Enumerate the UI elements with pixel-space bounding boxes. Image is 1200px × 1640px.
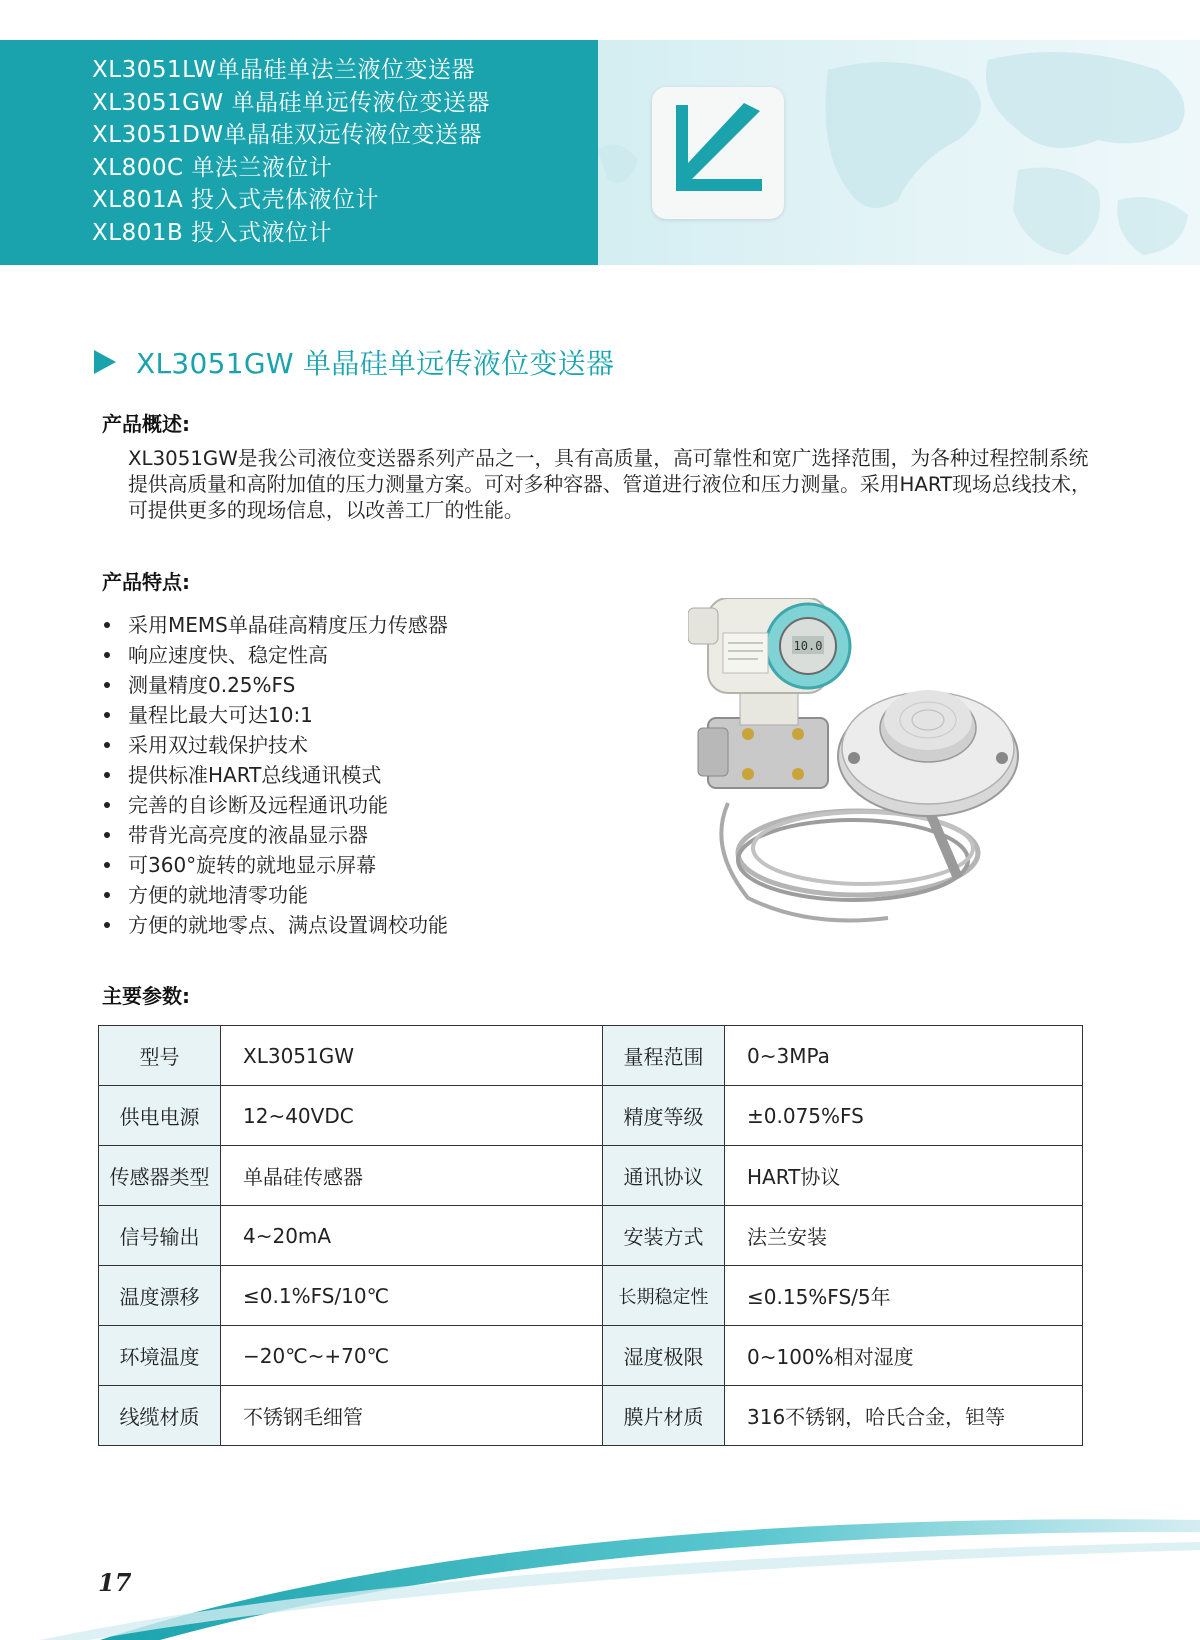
param-value: 12~40VDC <box>221 1086 603 1146</box>
feature-item: 测量精度0.25%FS <box>104 670 448 700</box>
table-row <box>99 1266 1083 1326</box>
params-table <box>98 1025 1083 1446</box>
param-label: 供电电源 <box>99 1086 221 1146</box>
feature-item: 方便的就地零点、满点设置调校功能 <box>104 910 448 940</box>
param-value: ≤0.1%FS/10℃ <box>221 1266 603 1326</box>
param-value: 法兰安装 <box>725 1206 1083 1266</box>
param-label: 通讯协议 <box>603 1146 725 1206</box>
param-label: 温度漂移 <box>99 1266 221 1326</box>
bullet-dot-icon <box>104 622 110 628</box>
bullet-dot-icon <box>104 802 110 808</box>
feature-item: 量程比最大可达10:1 <box>104 700 448 730</box>
overview-heading: 产品概述: <box>102 412 190 436</box>
param-label: 精度等级 <box>603 1086 725 1146</box>
product-series-item: XL800C 单法兰液位计 <box>92 154 333 181</box>
product-series-item: XL3051DW单晶硅双远传液位变送器 <box>92 122 483 148</box>
param-value: 0~3MPa <box>725 1026 1083 1086</box>
product-series-item: XL801B 投入式液位计 <box>92 219 333 246</box>
display-reading: 10.0 <box>793 639 823 653</box>
table-row <box>99 1326 1083 1386</box>
param-label: 信号输出 <box>99 1206 221 1266</box>
product-photo <box>688 598 1038 958</box>
param-value: 316不锈钢，哈氏合金，钽等 <box>725 1386 1083 1446</box>
param-value: XL3051GW <box>221 1026 603 1086</box>
page-number: 17 <box>98 1568 132 1597</box>
bullet-dot-icon <box>104 892 110 898</box>
param-label: 长期稳定性 <box>603 1266 725 1326</box>
company-logo <box>652 87 784 219</box>
product-series-list <box>92 54 490 249</box>
param-value: 不锈钢毛细管 <box>221 1386 603 1446</box>
params-heading: 主要参数: <box>102 984 190 1008</box>
param-value: 0~100%相对湿度 <box>725 1326 1083 1386</box>
bullet-dot-icon <box>104 772 110 778</box>
param-label: 环境温度 <box>99 1326 221 1386</box>
header-product-panel <box>0 40 598 265</box>
product-series-item: XL3051GW 单晶硅单远传液位变送器 <box>92 89 490 116</box>
bullet-dot-icon <box>104 682 110 688</box>
param-value: 单晶硅传感器 <box>221 1146 603 1206</box>
param-value: ±0.075%FS <box>725 1086 1083 1146</box>
overview-text: XL3051GW是我公司液位变送器系列产品之一，具有高质量，高可靠性和宽广选择范围，为各种过程控制系统提供高质量和高附加值的压力测量方案。可对多种容器、管道进行液位和压力测量。采用HART现场总线技术，可提供更多的现场信息，以改善工厂的性能。 <box>128 447 1091 522</box>
bullet-dot-icon <box>104 712 110 718</box>
feature-item: 响应速度快、稳定性高 <box>104 640 448 670</box>
param-value: ≤0.15%FS/5年 <box>725 1266 1083 1326</box>
section-title <box>94 342 614 382</box>
bullet-dot-icon <box>104 922 110 928</box>
bullet-dot-icon <box>104 652 110 658</box>
param-value: −20℃~+70℃ <box>221 1326 603 1386</box>
product-series-item: XL801A 投入式壳体液位计 <box>92 187 380 213</box>
feature-item: 方便的就地清零功能 <box>104 880 448 910</box>
table-row <box>99 1026 1083 1086</box>
table-row <box>99 1086 1083 1146</box>
param-value: 4~20mA <box>221 1206 603 1266</box>
param-label: 线缆材质 <box>99 1386 221 1446</box>
bullet-dot-icon <box>104 832 110 838</box>
table-row <box>99 1206 1083 1266</box>
param-label: 安装方式 <box>603 1206 725 1266</box>
feature-item: 可360°旋转的就地显示屏幕 <box>104 850 448 880</box>
section-title-text: XL3051GW 单晶硅单远传液位变送器 <box>136 347 615 380</box>
bullet-dot-icon <box>104 742 110 748</box>
feature-item: 提供标准HART总线通讯模式 <box>104 760 448 790</box>
param-label: 传感器类型 <box>99 1146 221 1206</box>
triangle-bullet-icon <box>94 350 116 374</box>
bullet-dot-icon <box>104 862 110 868</box>
feature-item: 采用MEMS单晶硅高精度压力传感器 <box>104 610 448 640</box>
feature-item: 采用双过载保护技术 <box>104 730 448 760</box>
world-map-panel <box>598 40 1200 265</box>
param-value: HART协议 <box>725 1146 1083 1206</box>
footer-swoosh <box>0 1480 1200 1640</box>
param-label: 型号 <box>99 1026 221 1086</box>
features-heading: 产品特点: <box>102 570 190 594</box>
feature-item: 完善的自诊断及远程通讯功能 <box>104 790 448 820</box>
table-row <box>99 1146 1083 1206</box>
feature-item: 带背光高亮度的液晶显示器 <box>104 820 448 850</box>
logo-mark-icon <box>652 87 784 219</box>
param-label: 湿度极限 <box>603 1326 725 1386</box>
product-series-item: XL3051LW单晶硅单法兰液位变送器 <box>92 57 476 83</box>
features-list <box>104 610 448 940</box>
param-label: 膜片材质 <box>603 1386 725 1446</box>
header-band <box>0 40 1200 265</box>
table-row <box>99 1386 1083 1446</box>
param-label: 量程范围 <box>603 1026 725 1086</box>
